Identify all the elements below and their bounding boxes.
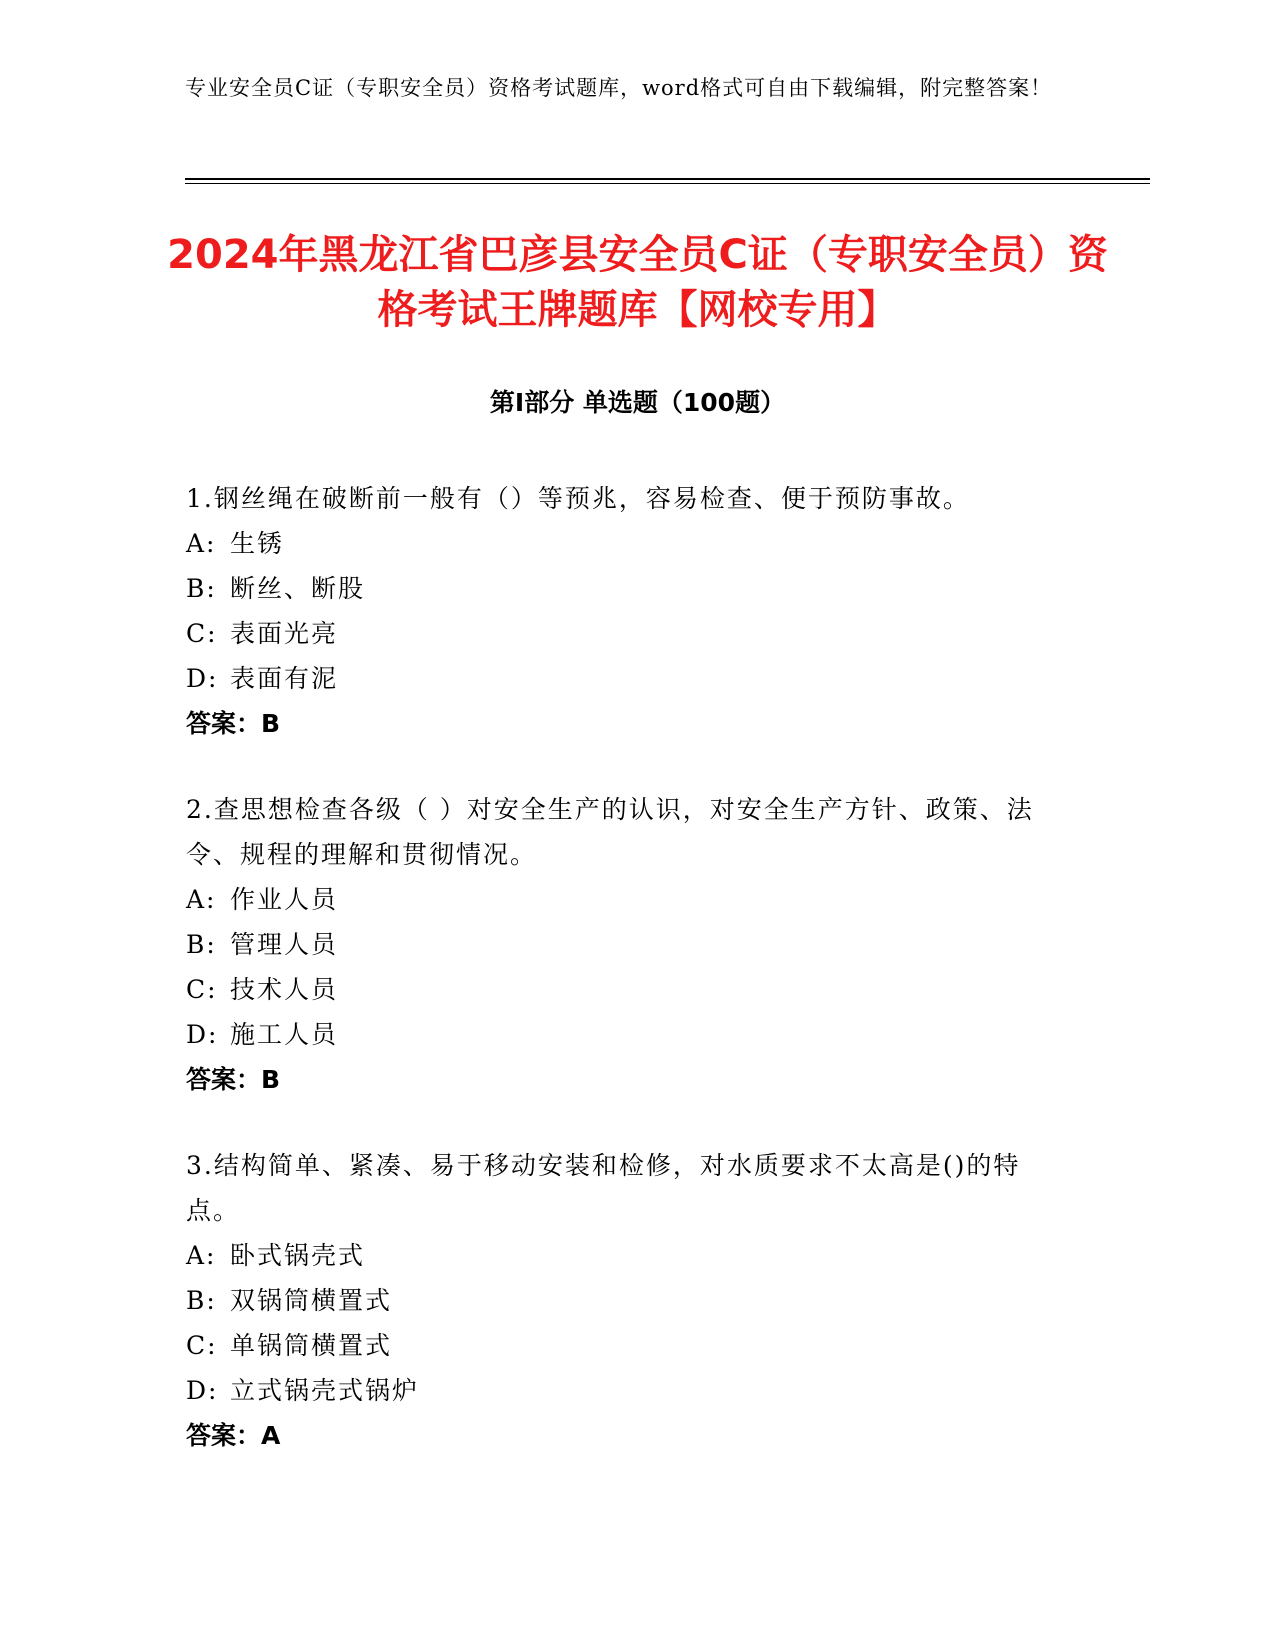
option-text: 单锅筒横置式	[230, 1331, 393, 1360]
question-2	[186, 787, 1066, 1102]
option-text: 作业人员	[230, 885, 339, 914]
option-c	[186, 967, 1066, 1012]
answer-line: 答案：B	[186, 1065, 281, 1094]
option-c	[186, 1323, 1066, 1368]
option-d	[186, 1012, 1066, 1057]
option-text: 断丝、断股	[230, 574, 366, 603]
option-letter: B:	[186, 574, 217, 603]
option-b	[186, 922, 1066, 967]
option-letter: B:	[186, 1286, 217, 1315]
option-text: 表面光亮	[230, 619, 339, 648]
option-b	[186, 566, 1066, 611]
option-b	[186, 1278, 1066, 1323]
option-d	[186, 1368, 1066, 1413]
question-stem: 1.钢丝绳在破断前一般有（）等预兆，容易检查、便于预防事故。	[186, 484, 970, 513]
option-text: 双锅筒横置式	[230, 1286, 393, 1315]
option-text: 表面有泥	[230, 664, 339, 693]
document-title: 2024年黑龙江省巴彦县安全员C证（专职安全员）资格考试王牌题库【网校专用】	[167, 232, 1108, 333]
option-letter: C:	[186, 619, 218, 648]
option-text: 技术人员	[230, 975, 339, 1004]
option-letter: D:	[186, 664, 219, 693]
question-1	[186, 476, 1066, 746]
option-text: 施工人员	[230, 1020, 339, 1049]
option-text: 卧式锅壳式	[230, 1241, 366, 1270]
option-letter: C:	[186, 975, 218, 1004]
option-letter: B:	[186, 930, 217, 959]
option-letter: C:	[186, 1331, 218, 1360]
option-text: 生锈	[230, 529, 285, 558]
option-a	[186, 1233, 1066, 1278]
header-note: 专业安全员C证（专职安全员）资格考试题库，word格式可自由下载编辑，附完整答案！	[185, 76, 1053, 100]
option-letter: A:	[186, 1241, 217, 1270]
option-text: 管理人员	[230, 930, 339, 959]
option-letter: A:	[186, 529, 217, 558]
question-stem: 2.查思想检查各级（ ）对安全生产的认识，对安全生产方针、政策、法令、规程的理解和贯彻情况。	[186, 795, 1034, 869]
option-text: 立式锅壳式锅炉	[230, 1376, 420, 1405]
answer-line: 答案：A	[186, 1421, 281, 1450]
option-letter: D:	[186, 1376, 219, 1405]
question-3	[186, 1143, 1066, 1458]
option-letter: A:	[186, 885, 217, 914]
option-a	[186, 521, 1066, 566]
header-divider-thin	[185, 183, 1150, 184]
option-c	[186, 611, 1066, 656]
option-letter: D:	[186, 1020, 219, 1049]
option-d	[186, 656, 1066, 701]
header-divider-thick	[185, 178, 1150, 180]
section-title: 第Ⅰ部分 单选题（100题）	[489, 388, 786, 417]
answer-line: 答案：B	[186, 709, 281, 738]
question-list	[186, 476, 1066, 1499]
option-a	[186, 877, 1066, 922]
question-stem: 3.结构简单、紧凑、易于移动安装和检修，对水质要求不太高是()的特点。	[186, 1151, 1021, 1225]
